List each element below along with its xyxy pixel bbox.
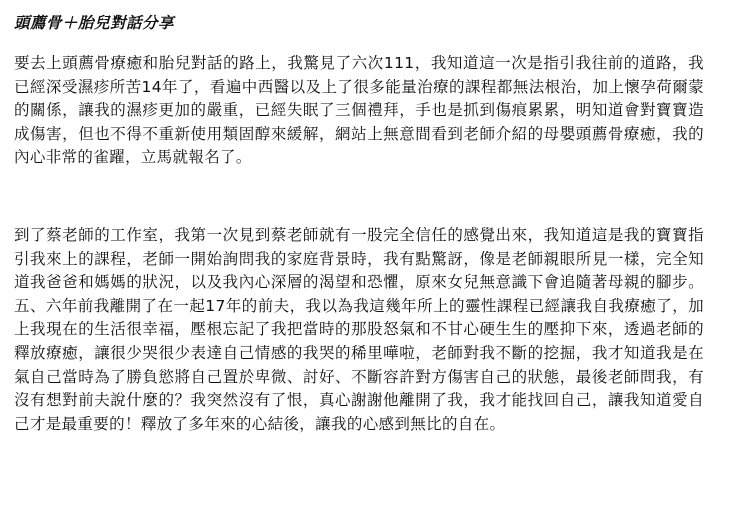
paragraph-spacer bbox=[14, 170, 704, 224]
paragraph-2: 到了蔡老師的工作室，我第一次見到蔡老師就有一股完全信任的感覺出來，我知道這是我的寶寶指引我來上的課程，老師一開始詢問我的家庭背景時，我有點驚訝，像是老師親眼所見一樣，完全知道我爸爸和媽媽的狀況，以及我內心深層的渴望和恐懼，原來女兒無意識下會追隨著母親的腳步。五、六年前我離開了在一起17年的前夫，我以為我這幾年所上的靈性課程已經讓我自我療癒了，加上我現在的生活很幸福，壓根忘記了我把當時的那股怒氣和不甘心硬生生的壓抑下來，透過老師的釋放療癒，讓很少哭很少表達自己情感的我哭的稀里嘩啦，老師對我不斷的挖掘，我才知道我是在氣自己當時為了勝負慾將自己置於卑微、討好、不斷容許對方傷害自己的狀態，最後老師問我，有沒有想對前夫說什麼的？我突然沒有了恨，真心謝謝他離開了我，我才能找回自己，讓我知道愛自己才是最重要的！釋放了多年來的心結後，讓我的心感到無比的自在。 bbox=[14, 225, 704, 433]
document-title: 頭薦骨＋胎兒對話分享 bbox=[14, 14, 175, 32]
paragraph-1: 要去上頭薦骨療癒和胎兒對話的路上，我驚見了六次111，我知道這一次是指引我往前的道路，我已經深受濕疹所苦14年了，看遍中西醫以及上了很多能量治療的課程都無法根治，加上懷孕荷爾蒙的關係，讓我的濕疹更加的嚴重，已經失眠了三個禮拜，手也是抓到傷痕累累，明知道會對寶寶造成傷害，但也不得不重新使用類固醇來緩解，網站上無意間看到老師介紹的母嬰頭薦骨療癒，我的內心非常的雀躍，立馬就報名了。 bbox=[14, 54, 704, 167]
document-body bbox=[14, 12, 704, 436]
